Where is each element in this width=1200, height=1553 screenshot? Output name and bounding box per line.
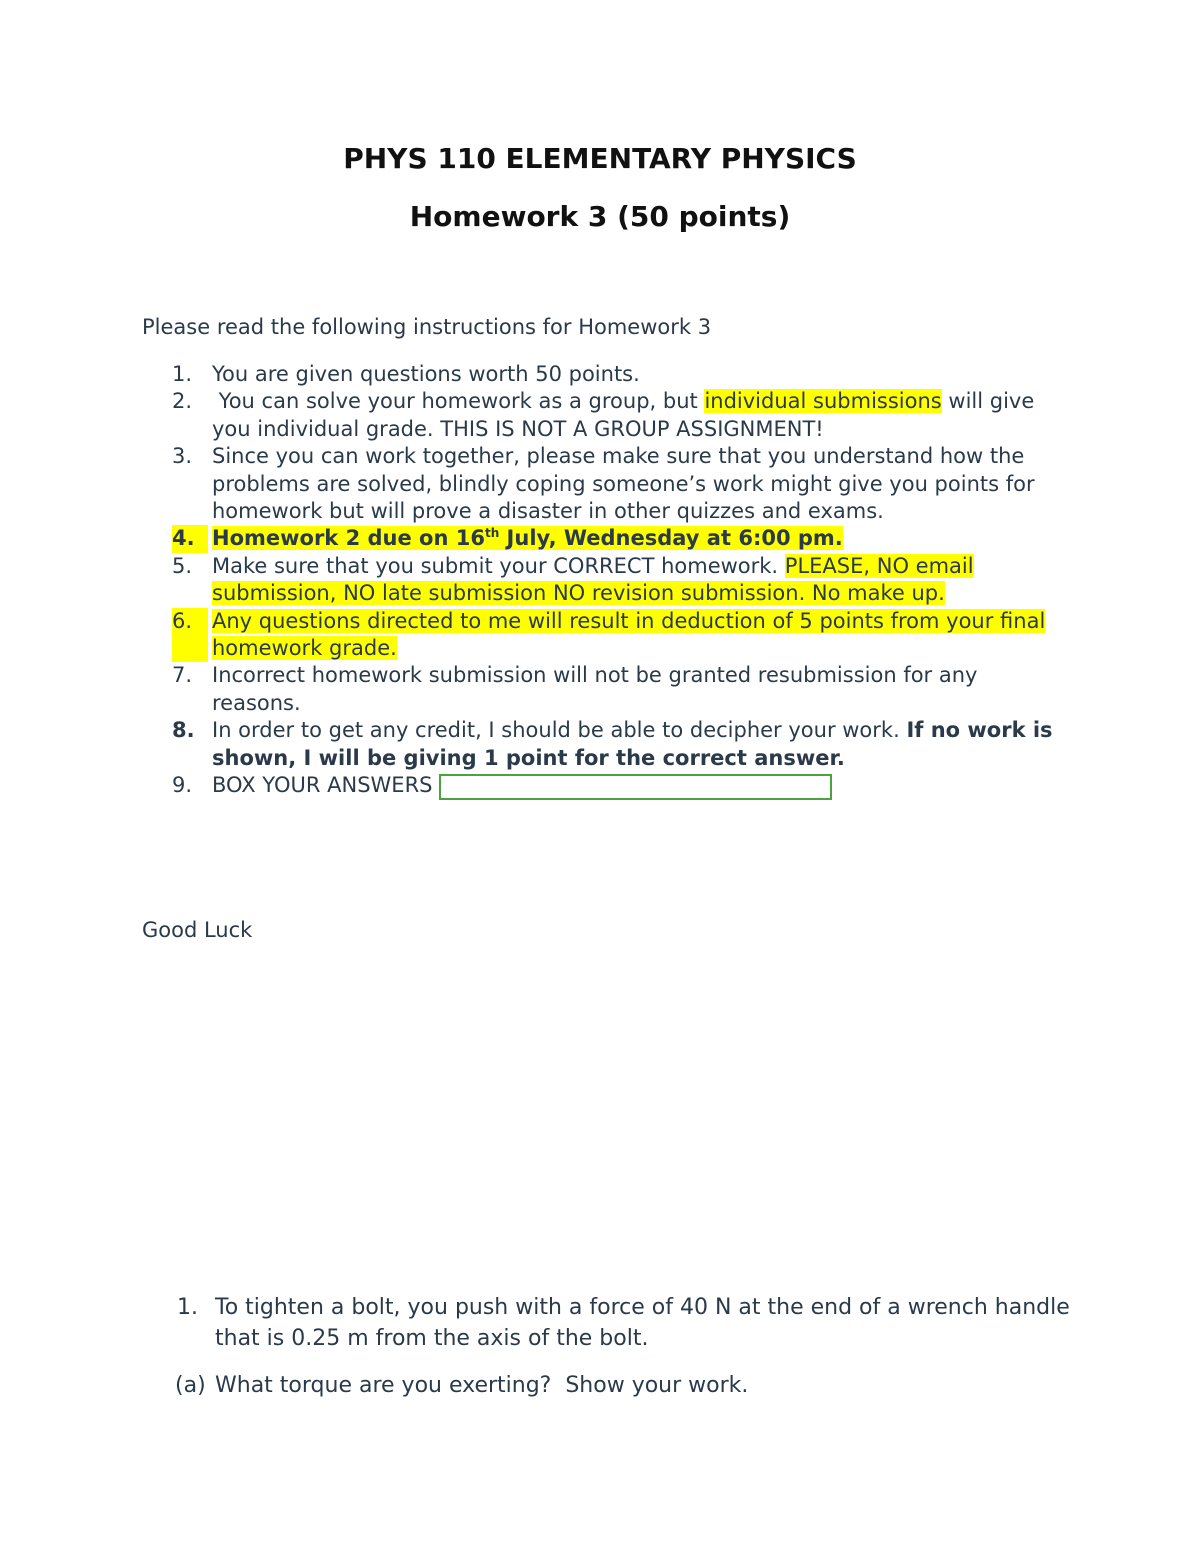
item-text-part: July, Wednesday at 6:00 pm. <box>499 526 843 551</box>
question-1-part-a <box>175 1373 748 1398</box>
item-number: 4. <box>172 525 208 552</box>
instruction-item-9 <box>172 772 1072 800</box>
instruction-item-6 <box>172 608 1072 663</box>
answer-box-example <box>439 774 832 800</box>
item-text-part: Make sure that you submit your CORRECT homework. <box>212 553 785 578</box>
item-number: 6. <box>172 608 208 663</box>
question-1 <box>177 1292 1077 1354</box>
item-number: 9. <box>172 773 193 798</box>
item-text <box>212 388 1072 443</box>
instruction-item-5 <box>172 553 1072 608</box>
bold-text: If no work is shown, I will be giving 1 point for the correct answer. <box>212 718 1053 770</box>
instruction-item-8 <box>172 717 1072 772</box>
item-text <box>212 553 1072 608</box>
instruction-item-4 <box>172 525 1072 552</box>
part-label: (a) <box>175 1373 206 1398</box>
instruction-item-3 <box>172 443 1072 525</box>
item-number: 8. <box>172 718 195 743</box>
instruction-item-2 <box>172 388 1072 443</box>
item-text-part: In order to get any credit, I should be able to decipher your work. <box>212 718 907 743</box>
item-number: 1. <box>172 362 193 386</box>
item-text: Incorrect homework submission will not be granted resubmission for any reasons. <box>212 663 978 715</box>
item-text <box>212 717 1072 772</box>
assignment-title: Homework 3 (50 points) <box>409 200 791 233</box>
instructions-intro: Please read the following instructions for Homework 3 <box>142 315 712 339</box>
item-text-part: Homework 2 due on 16 <box>212 526 485 551</box>
item-text <box>212 772 1072 800</box>
part-text: What torque are you exerting? Show your work. <box>215 1373 749 1398</box>
item-number: 7. <box>172 663 193 688</box>
item-number: 5. <box>172 553 193 578</box>
instructions-list <box>172 361 1072 800</box>
closing-text: Good Luck <box>142 918 253 942</box>
item-text: Since you can work together, please make sure that you understand how the problems are solved, blindly coping someone’s work might give you points for homework but will prove a disaster in other quizzes and exams. <box>212 444 1035 524</box>
item-number: 3. <box>172 444 193 469</box>
item-text <box>212 608 1072 663</box>
item-text-part: BOX YOUR ANSWERS <box>212 773 433 798</box>
item-text-part: will give you individual grade. THIS IS NOT A GROUP ASSIGNMENT! <box>212 389 1035 441</box>
item-text: You are given questions worth 50 points. <box>212 362 640 386</box>
highlighted-text: Any questions directed to me will result in deduction of 5 points from your final homework grade. <box>212 608 1046 661</box>
highlighted-text: PLEASE, NO email submission, NO late submission NO revision submission. No make up. <box>212 553 974 606</box>
course-title: PHYS 110 ELEMENTARY PHYSICS <box>343 142 857 175</box>
item-text-part: You can solve your homework as a group, but <box>212 389 705 414</box>
question-number: 1. <box>177 1295 198 1320</box>
item-text <box>212 525 1072 552</box>
instruction-item-1 <box>172 361 1072 388</box>
due-date-text <box>212 526 843 550</box>
item-number: 2. <box>172 389 193 414</box>
superscript: th <box>484 526 500 541</box>
instruction-item-7 <box>172 662 1072 717</box>
question-text: To tighten a bolt, you push with a force of 40 N at the end of a wrench handle that is 0.25 m from the axis of the bolt. <box>215 1295 1070 1351</box>
highlighted-text: individual submissions <box>704 389 942 414</box>
